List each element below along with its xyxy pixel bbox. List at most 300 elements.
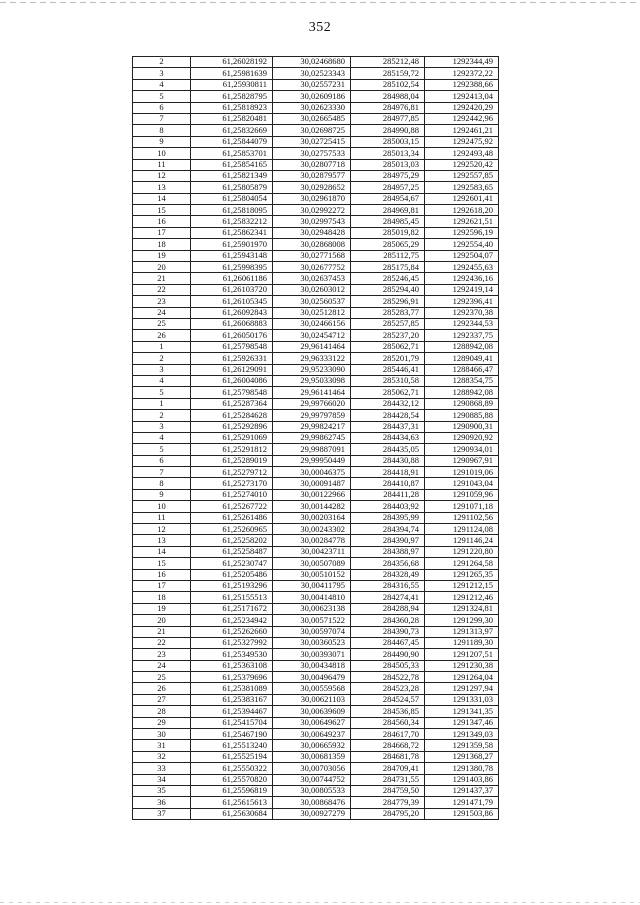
x-coordinate-cell: 285212,48 [351,57,425,68]
y-coordinate-cell: 1288942,08 [425,341,499,352]
longitude-cell: 30,02665485 [273,113,351,124]
point-number-cell: 3 [133,364,191,375]
latitude-cell: 61,25828795 [191,91,273,102]
point-number-cell: 30 [133,729,191,740]
table-row [133,637,499,648]
x-coordinate-cell: 284328,49 [351,569,425,580]
y-coordinate-cell: 1291297,94 [425,683,499,694]
y-coordinate-cell: 1292388,66 [425,79,499,90]
latitude-cell: 61,26103720 [191,284,273,295]
y-coordinate-cell: 1291124,08 [425,524,499,535]
point-number-cell: 21 [133,273,191,284]
x-coordinate-cell: 284288,94 [351,603,425,614]
latitude-cell: 61,25274010 [191,489,273,500]
y-coordinate-cell: 1292520,42 [425,159,499,170]
point-number-cell: 5 [133,444,191,455]
point-number-cell: 1 [133,341,191,352]
longitude-cell: 30,02609186 [273,91,351,102]
table-row [133,592,499,603]
point-number-cell: 26 [133,683,191,694]
point-number-cell: 35 [133,786,191,797]
y-coordinate-cell: 1291380,78 [425,763,499,774]
table-row [133,683,499,694]
table-row [133,706,499,717]
longitude-cell: 29,99862745 [273,432,351,443]
longitude-cell: 30,02698725 [273,125,351,136]
table-row [133,375,499,386]
point-number-cell: 13 [133,182,191,193]
point-number-cell: 25 [133,318,191,329]
x-coordinate-cell: 285065,29 [351,239,425,250]
x-coordinate-cell: 284395,99 [351,512,425,523]
longitude-cell: 30,00681359 [273,751,351,762]
longitude-cell: 30,00927279 [273,808,351,819]
table-row [133,57,499,68]
point-number-cell: 7 [133,113,191,124]
point-number-cell: 22 [133,284,191,295]
longitude-cell: 30,00423711 [273,546,351,557]
latitude-cell: 61,25832669 [191,125,273,136]
x-coordinate-cell: 285283,77 [351,307,425,318]
table-row [133,467,499,478]
longitude-cell: 30,00559568 [273,683,351,694]
table-row [133,273,499,284]
point-number-cell: 18 [133,239,191,250]
point-number-cell: 31 [133,740,191,751]
latitude-cell: 61,25818923 [191,102,273,113]
latitude-cell: 61,25854165 [191,159,273,170]
longitude-cell: 30,00597074 [273,626,351,637]
longitude-cell: 30,02623330 [273,102,351,113]
latitude-cell: 61,26068883 [191,318,273,329]
y-coordinate-cell: 1292370,38 [425,307,499,318]
point-number-cell: 36 [133,797,191,808]
y-coordinate-cell: 1291341,35 [425,706,499,717]
point-number-cell: 19 [133,603,191,614]
y-coordinate-cell: 1291349,03 [425,729,499,740]
longitude-cell: 30,00496479 [273,672,351,683]
longitude-cell: 30,00243302 [273,524,351,535]
y-coordinate-cell: 1291324,81 [425,603,499,614]
point-number-cell: 5 [133,387,191,398]
x-coordinate-cell: 285062,71 [351,387,425,398]
y-coordinate-cell: 1292372,22 [425,68,499,79]
x-coordinate-cell: 284560,34 [351,717,425,728]
y-coordinate-cell: 1291471,79 [425,797,499,808]
x-coordinate-cell: 284356,68 [351,558,425,569]
point-number-cell: 11 [133,512,191,523]
table-row [133,170,499,181]
table-row [133,535,499,546]
table-row [133,455,499,466]
point-number-cell: 23 [133,649,191,660]
y-coordinate-cell: 1288942,08 [425,387,499,398]
longitude-cell: 29,99766020 [273,398,351,409]
longitude-cell: 30,00623138 [273,603,351,614]
longitude-cell: 29,95033098 [273,375,351,386]
table-row [133,79,499,90]
longitude-cell: 30,00284778 [273,535,351,546]
x-coordinate-cell: 284969,81 [351,205,425,216]
x-coordinate-cell: 284435,05 [351,444,425,455]
longitude-cell: 29,96333122 [273,353,351,364]
latitude-cell: 61,25798548 [191,387,273,398]
table-row [133,227,499,238]
coordinates-table-container [132,56,498,820]
latitude-cell: 61,25844079 [191,136,273,147]
y-coordinate-cell: 1292344,49 [425,57,499,68]
longitude-cell: 30,02557231 [273,79,351,90]
latitude-cell: 61,25363108 [191,660,273,671]
point-number-cell: 37 [133,808,191,819]
latitude-cell: 61,25381089 [191,683,273,694]
x-coordinate-cell: 284617,70 [351,729,425,740]
latitude-cell: 61,25349530 [191,649,273,660]
y-coordinate-cell: 1291437,37 [425,786,499,797]
point-number-cell: 1 [133,398,191,409]
y-coordinate-cell: 1291265,35 [425,569,499,580]
longitude-cell: 30,02725415 [273,136,351,147]
y-coordinate-cell: 1292504,07 [425,250,499,261]
y-coordinate-cell: 1291313,97 [425,626,499,637]
table-row [133,580,499,591]
table-row [133,113,499,124]
latitude-cell: 61,25832212 [191,216,273,227]
point-number-cell: 12 [133,170,191,181]
x-coordinate-cell: 284523,28 [351,683,425,694]
latitude-cell: 61,25513240 [191,740,273,751]
table-row [133,239,499,250]
x-coordinate-cell: 284954,67 [351,193,425,204]
latitude-cell: 61,25261486 [191,512,273,523]
longitude-cell: 30,02468680 [273,57,351,68]
latitude-cell: 61,25615613 [191,797,273,808]
point-number-cell: 16 [133,216,191,227]
x-coordinate-cell: 284976,81 [351,102,425,113]
x-coordinate-cell: 285296,91 [351,296,425,307]
latitude-cell: 61,25821349 [191,170,273,181]
y-coordinate-cell: 1292419,14 [425,284,499,295]
x-coordinate-cell: 284731,55 [351,774,425,785]
table-row [133,125,499,136]
latitude-cell: 61,25981639 [191,68,273,79]
longitude-cell: 30,00703056 [273,763,351,774]
latitude-cell: 61,25820481 [191,113,273,124]
y-coordinate-cell: 1291071,18 [425,501,499,512]
longitude-cell: 30,02948428 [273,227,351,238]
longitude-cell: 29,99797859 [273,410,351,421]
point-number-cell: 9 [133,489,191,500]
y-coordinate-cell: 1290920,92 [425,432,499,443]
y-coordinate-cell: 1291347,46 [425,717,499,728]
x-coordinate-cell: 284390,73 [351,626,425,637]
longitude-cell: 30,00868476 [273,797,351,808]
latitude-cell: 61,25853701 [191,148,273,159]
point-number-cell: 29 [133,717,191,728]
x-coordinate-cell: 285246,45 [351,273,425,284]
x-coordinate-cell: 284403,92 [351,501,425,512]
y-coordinate-cell: 1291368,27 [425,751,499,762]
point-number-cell: 28 [133,706,191,717]
y-coordinate-cell: 1292413,04 [425,91,499,102]
y-coordinate-cell: 1292420,29 [425,102,499,113]
longitude-cell: 30,02523343 [273,68,351,79]
y-coordinate-cell: 1292493,48 [425,148,499,159]
point-number-cell: 9 [133,136,191,147]
x-coordinate-cell: 284709,41 [351,763,425,774]
x-coordinate-cell: 284977,85 [351,113,425,124]
latitude-cell: 61,25234942 [191,615,273,626]
x-coordinate-cell: 285294,40 [351,284,425,295]
y-coordinate-cell: 1292436,16 [425,273,499,284]
longitude-cell: 29,96141464 [273,341,351,352]
latitude-cell: 61,25258202 [191,535,273,546]
x-coordinate-cell: 285003,15 [351,136,425,147]
latitude-cell: 61,25155513 [191,592,273,603]
table-row [133,672,499,683]
y-coordinate-cell: 1291212,15 [425,580,499,591]
longitude-cell: 30,02677752 [273,262,351,273]
longitude-cell: 29,99950449 [273,455,351,466]
x-coordinate-cell: 284668,72 [351,740,425,751]
table-row [133,136,499,147]
table-row [133,797,499,808]
latitude-cell: 61,25260965 [191,524,273,535]
coordinates-table [132,56,499,820]
table-row [133,102,499,113]
longitude-cell: 30,00510152 [273,569,351,580]
x-coordinate-cell: 285159,72 [351,68,425,79]
y-coordinate-cell: 1291299,30 [425,615,499,626]
latitude-cell: 61,26050176 [191,330,273,341]
y-coordinate-cell: 1292337,75 [425,330,499,341]
table-row [133,808,499,819]
point-number-cell: 8 [133,125,191,136]
point-number-cell: 6 [133,102,191,113]
point-number-cell: 27 [133,694,191,705]
latitude-cell: 61,25798548 [191,341,273,352]
latitude-cell: 61,25805879 [191,182,273,193]
latitude-cell: 61,25550322 [191,763,273,774]
point-number-cell: 22 [133,637,191,648]
longitude-cell: 30,02928652 [273,182,351,193]
table-row [133,501,499,512]
longitude-cell: 30,00507089 [273,558,351,569]
table-row [133,216,499,227]
scan-edge-bottom [0,902,640,903]
y-coordinate-cell: 1290967,91 [425,455,499,466]
longitude-cell: 29,99824217 [273,421,351,432]
table-row [133,421,499,432]
longitude-cell: 30,02560537 [273,296,351,307]
latitude-cell: 61,25273170 [191,478,273,489]
longitude-cell: 30,00621103 [273,694,351,705]
latitude-cell: 61,25262660 [191,626,273,637]
point-number-cell: 24 [133,660,191,671]
x-coordinate-cell: 284434,63 [351,432,425,443]
latitude-cell: 61,25205486 [191,569,273,580]
latitude-cell: 61,26028192 [191,57,273,68]
y-coordinate-cell: 1290885,88 [425,410,499,421]
point-number-cell: 7 [133,467,191,478]
y-coordinate-cell: 1291207,51 [425,649,499,660]
point-number-cell: 5 [133,91,191,102]
latitude-cell: 61,25394467 [191,706,273,717]
y-coordinate-cell: 1291212,46 [425,592,499,603]
longitude-cell: 30,02454712 [273,330,351,341]
x-coordinate-cell: 284394,74 [351,524,425,535]
x-coordinate-cell: 284681,78 [351,751,425,762]
table-row [133,569,499,580]
y-coordinate-cell: 1292583,65 [425,182,499,193]
x-coordinate-cell: 284430,88 [351,455,425,466]
latitude-cell: 61,25415704 [191,717,273,728]
table-row [133,729,499,740]
y-coordinate-cell: 1288466,47 [425,364,499,375]
scan-edge-top [0,2,640,3]
table-row [133,307,499,318]
x-coordinate-cell: 285102,54 [351,79,425,90]
x-coordinate-cell: 284759,50 [351,786,425,797]
x-coordinate-cell: 284437,31 [351,421,425,432]
longitude-cell: 30,00414810 [273,592,351,603]
x-coordinate-cell: 285201,79 [351,353,425,364]
latitude-cell: 61,25258487 [191,546,273,557]
longitude-cell: 30,00411795 [273,580,351,591]
longitude-cell: 30,02637453 [273,273,351,284]
y-coordinate-cell: 1288354,75 [425,375,499,386]
table-row [133,432,499,443]
longitude-cell: 30,00571522 [273,615,351,626]
table-row [133,341,499,352]
longitude-cell: 30,00144282 [273,501,351,512]
table-row [133,524,499,535]
point-number-cell: 14 [133,193,191,204]
latitude-cell: 61,25998395 [191,262,273,273]
longitude-cell: 30,00393071 [273,649,351,660]
longitude-cell: 30,02992272 [273,205,351,216]
y-coordinate-cell: 1291059,96 [425,489,499,500]
table-row [133,353,499,364]
x-coordinate-cell: 284390,97 [351,535,425,546]
longitude-cell: 29,96141464 [273,387,351,398]
x-coordinate-cell: 285062,71 [351,341,425,352]
table-row [133,318,499,329]
longitude-cell: 30,00744752 [273,774,351,785]
table-row [133,660,499,671]
longitude-cell: 30,02771568 [273,250,351,261]
longitude-cell: 30,00639609 [273,706,351,717]
table-row [133,774,499,785]
point-number-cell: 18 [133,592,191,603]
latitude-cell: 61,25926331 [191,353,273,364]
x-coordinate-cell: 284985,45 [351,216,425,227]
latitude-cell: 61,25291812 [191,444,273,455]
table-row [133,478,499,489]
table-row [133,250,499,261]
x-coordinate-cell: 285446,41 [351,364,425,375]
y-coordinate-cell: 1291102,56 [425,512,499,523]
table-row [133,410,499,421]
point-number-cell: 21 [133,626,191,637]
table-row [133,68,499,79]
x-coordinate-cell: 284490,90 [351,649,425,660]
point-number-cell: 4 [133,375,191,386]
y-coordinate-cell: 1291264,04 [425,672,499,683]
y-coordinate-cell: 1291189,30 [425,637,499,648]
table-row [133,717,499,728]
point-number-cell: 23 [133,296,191,307]
x-coordinate-cell: 285175,84 [351,262,425,273]
point-number-cell: 11 [133,159,191,170]
x-coordinate-cell: 285257,85 [351,318,425,329]
point-number-cell: 10 [133,501,191,512]
y-coordinate-cell: 1289049,41 [425,353,499,364]
longitude-cell: 30,00122966 [273,489,351,500]
point-number-cell: 16 [133,569,191,580]
x-coordinate-cell: 284432,12 [351,398,425,409]
y-coordinate-cell: 1290868,89 [425,398,499,409]
longitude-cell: 30,00046375 [273,467,351,478]
page-number: 352 [308,20,332,35]
x-coordinate-cell: 284360,28 [351,615,425,626]
table-row [133,751,499,762]
x-coordinate-cell: 285112,75 [351,250,425,261]
x-coordinate-cell: 284957,25 [351,182,425,193]
latitude-cell: 61,25291069 [191,432,273,443]
table-row [133,159,499,170]
table-row [133,546,499,557]
point-number-cell: 15 [133,205,191,216]
x-coordinate-cell: 284536,85 [351,706,425,717]
x-coordinate-cell: 284988,04 [351,91,425,102]
y-coordinate-cell: 1292621,51 [425,216,499,227]
table-row [133,694,499,705]
latitude-cell: 61,25383167 [191,694,273,705]
longitude-cell: 30,00203164 [273,512,351,523]
x-coordinate-cell: 284795,20 [351,808,425,819]
longitude-cell: 30,00649627 [273,717,351,728]
latitude-cell: 61,25525194 [191,751,273,762]
point-number-cell: 20 [133,262,191,273]
latitude-cell: 61,25943148 [191,250,273,261]
point-number-cell: 10 [133,148,191,159]
table-row [133,364,499,375]
table-row [133,182,499,193]
x-coordinate-cell: 284428,54 [351,410,425,421]
x-coordinate-cell: 284779,39 [351,797,425,808]
table-row [133,649,499,660]
point-number-cell: 19 [133,250,191,261]
y-coordinate-cell: 1291220,80 [425,546,499,557]
longitude-cell: 30,00360523 [273,637,351,648]
point-number-cell: 17 [133,227,191,238]
y-coordinate-cell: 1292396,41 [425,296,499,307]
x-coordinate-cell: 285013,34 [351,148,425,159]
table-row [133,512,499,523]
table-row [133,740,499,751]
latitude-cell: 61,25289019 [191,455,273,466]
x-coordinate-cell: 284410,87 [351,478,425,489]
point-number-cell: 32 [133,751,191,762]
point-number-cell: 26 [133,330,191,341]
x-coordinate-cell: 284388,97 [351,546,425,557]
latitude-cell: 61,26061186 [191,273,273,284]
coordinates-table-body [133,57,499,820]
longitude-cell: 30,02466156 [273,318,351,329]
latitude-cell: 61,25818095 [191,205,273,216]
longitude-cell: 30,00649237 [273,729,351,740]
